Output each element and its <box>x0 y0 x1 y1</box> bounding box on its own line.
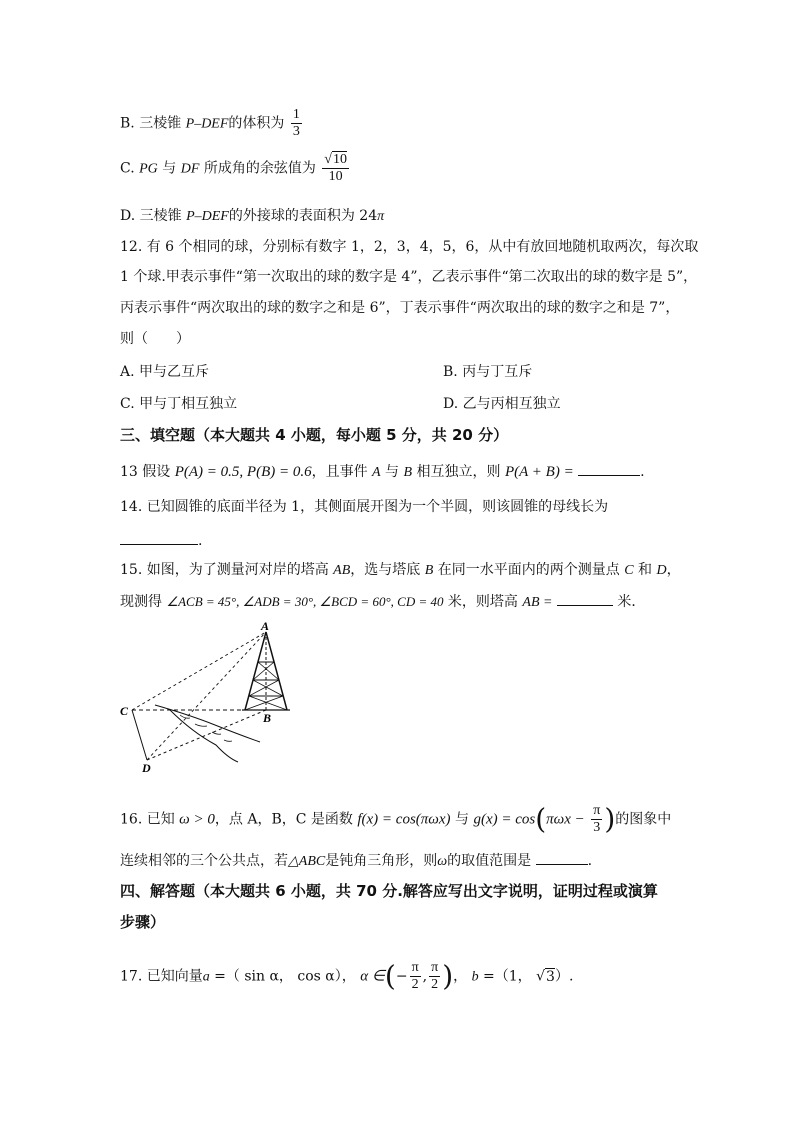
q16-stem-line-1: 16. 已知 ω > 0，点 A，B，C 是函数 f(x) = cos(πωx) 与 g(x) = cos(πωx − $\frac{\pi}{3}$ )的图象中 <box>120 802 672 836</box>
q12-stem-line-3: 丙表示事件“两次取出的球的数字之和是 6”，丁表示事件“两次取出的球的数字之和是 7”， <box>120 300 680 316</box>
point-label-b: B <box>263 711 272 725</box>
q17-stem: 17. 已知向量a =（ sin α， cos α）， α ∈(− $\frac{\pi}{2}$ , $\frac{\pi}{2}$ )， b =（1， √3）. <box>120 959 574 993</box>
section-3-heading: 三、填空题（本大题共 4 小题，每小题 5 分，共 20 分） <box>120 426 509 444</box>
q12-option-a: A. 甲与乙互斥 <box>120 364 210 380</box>
q15-stem-line-1: 15. 如图，为了测量河对岸的塔高 AB，选与塔底 B 在同一水平面内的两个测量点 C 和 D， <box>120 562 681 578</box>
q15-tower-figure <box>120 620 290 780</box>
q15-stem-line-2: 现测得 ∠ACB = 45°, ∠ADB = 30°, ∠BCD = 60°, CD = 40 米，则塔高 AB = 米． <box>120 591 645 613</box>
q12-stem-line-2: 1 个球.甲表示事件“第一次取出的球的数字是 4”，乙表示事件“第二次取出的球的数字是 5”， <box>120 269 698 285</box>
q11-option-d: D. 三棱锥 P–DEF的外接球的表面积为 24π <box>120 208 385 224</box>
q11-option-c: C. PG 与 DF 所成角的余弦值为 $\frac{√10}{10}$ <box>120 152 347 184</box>
q16-answer-blank[interactable] <box>536 850 588 865</box>
q15-answer-blank[interactable] <box>557 591 613 606</box>
vector-a: a <box>202 969 210 985</box>
point-label-c: C <box>120 704 129 718</box>
fraction-one-third: $\frac{1}{3}$ <box>292 107 300 139</box>
point-label-d: D <box>142 761 151 775</box>
q13-answer-blank[interactable] <box>578 461 640 476</box>
q13: 13 假设 P(A) = 0.5, P(B) = 0.6，且事件 A 与 B 相互独立，则 P(A + B) = . <box>120 461 645 483</box>
fraction-sqrt10-over-10: $\frac{√10}{10}$ <box>324 152 347 184</box>
q16-stem-line-2: 连续相邻的三个公共点，若△ABC是钝角三角形，则ω的取值范围是 . <box>120 850 592 872</box>
q12-option-d: D. 乙与丙相互独立 <box>443 396 561 412</box>
section-4-heading-line-1: 四、解答题（本大题共 6 小题，共 70 分.解答应写出文字说明，证明过程或演算 <box>120 882 658 900</box>
q14-answer-line: . <box>120 530 202 551</box>
fraction-pi-over-3: $\frac{\pi}{3}$ <box>593 803 601 835</box>
q14-stem: 14. 已知圆锥的底面半径为 1，其侧面展开图为一个半圆，则该圆锥的母线长为 <box>120 499 609 515</box>
q11-option-b: B. 三棱锥 P–DEF的体积为 $\frac{1}{3}$ <box>120 107 300 139</box>
vector-b: b <box>471 969 479 985</box>
q14-answer-blank[interactable] <box>120 530 198 545</box>
q12-stem-line-1: 12. 有 6 个相同的球，分别标有数字 1，2，3，4，5，6，从中有放回地随机取两次，每次取 <box>120 239 699 255</box>
q12-option-b: B. 丙与丁互斥 <box>443 364 533 380</box>
section-4-heading-line-2: 步骤） <box>120 913 166 931</box>
q12-option-c: C. 甲与丁相互独立 <box>120 396 238 412</box>
q12-stem-line-4: 则（ ） <box>120 331 190 347</box>
point-label-a: A <box>261 620 270 633</box>
tetra-name: P–DEF <box>185 116 229 132</box>
